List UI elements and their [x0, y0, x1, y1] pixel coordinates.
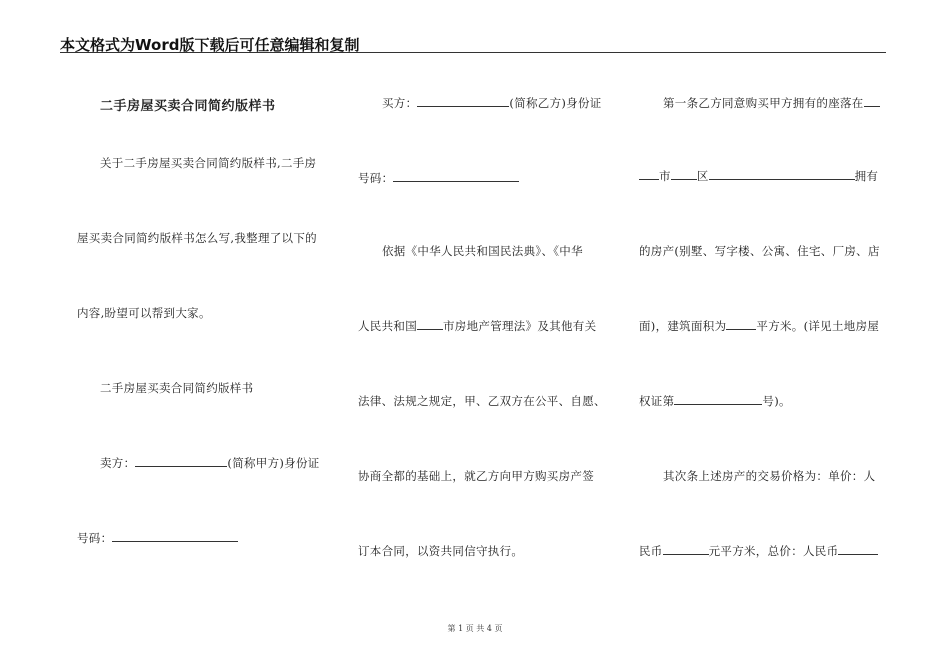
address-line: 市 区 拥有 — [639, 168, 878, 184]
seller-id-line: 号码： — [77, 530, 238, 546]
seller-line: 卖方： (简称甲方)身份证 — [100, 456, 320, 470]
paragraph-line: 的房产(别墅、写字楼、公寓、住宅、厂房、店 — [639, 244, 880, 258]
paragraph-line: 屋买卖合同简约版样书怎么写,我整理了以下的 — [77, 231, 317, 245]
paragraph-line: 订本合同，以资共同信守执行。 — [358, 544, 524, 558]
price-line: 民币 元平方米，总价：人民币 — [639, 543, 878, 559]
total-price-blank — [838, 545, 878, 555]
paragraph-line: 内容,盼望可以帮到大家。 — [77, 306, 211, 320]
buyer-name-blank — [417, 97, 509, 107]
paragraph-line: 协商全都的基础上，就乙方向甲方购买房产签 — [358, 469, 594, 483]
buyer-line: 买方： (简称乙方)身份证 — [382, 96, 602, 110]
city-blank — [417, 320, 443, 330]
city-name-blank — [671, 170, 697, 180]
document-header: 本文格式为Word版下载后可任意编辑和复制 — [60, 36, 360, 54]
header-rule — [60, 52, 886, 53]
article-2-line: 其次条上述房产的交易价格为：单价：人 — [663, 469, 876, 483]
document-title: 二手房屋买卖合同简约版样书 — [100, 99, 276, 114]
unit-price-blank — [663, 545, 709, 555]
seller-name-blank — [135, 457, 227, 467]
subtitle-line: 二手房屋买卖合同简约版样书 — [100, 381, 254, 395]
article-1-line: 第一条乙方同意购买甲方拥有的座落在 — [663, 95, 880, 111]
certificate-line: 权证第 号)。 — [639, 394, 791, 408]
city-prefix-blank — [639, 170, 659, 180]
certificate-blank — [674, 395, 762, 405]
paragraph-line: 人民共和国 市房地产管理法》及其他有关 — [358, 319, 597, 333]
seller-id-blank — [112, 532, 238, 542]
page-footer: 第 1 页 共 4 页 — [447, 624, 503, 633]
buyer-id-blank — [393, 172, 519, 182]
paragraph-line: 依据《中华人民共和国民法典》、《中华 — [382, 244, 583, 258]
buyer-id-line: 号码： — [358, 170, 519, 186]
location-blank — [864, 97, 880, 107]
area-blank — [726, 320, 756, 330]
area-line: 面)，建筑面积为 平方米。(详见土地房屋 — [639, 319, 880, 333]
paragraph-line: 关于二手房屋买卖合同简约版样书,二手房 — [100, 156, 317, 170]
district-blank — [709, 170, 855, 180]
paragraph-line: 法律、法规之规定，甲、乙双方在公平、自愿、 — [358, 394, 606, 408]
